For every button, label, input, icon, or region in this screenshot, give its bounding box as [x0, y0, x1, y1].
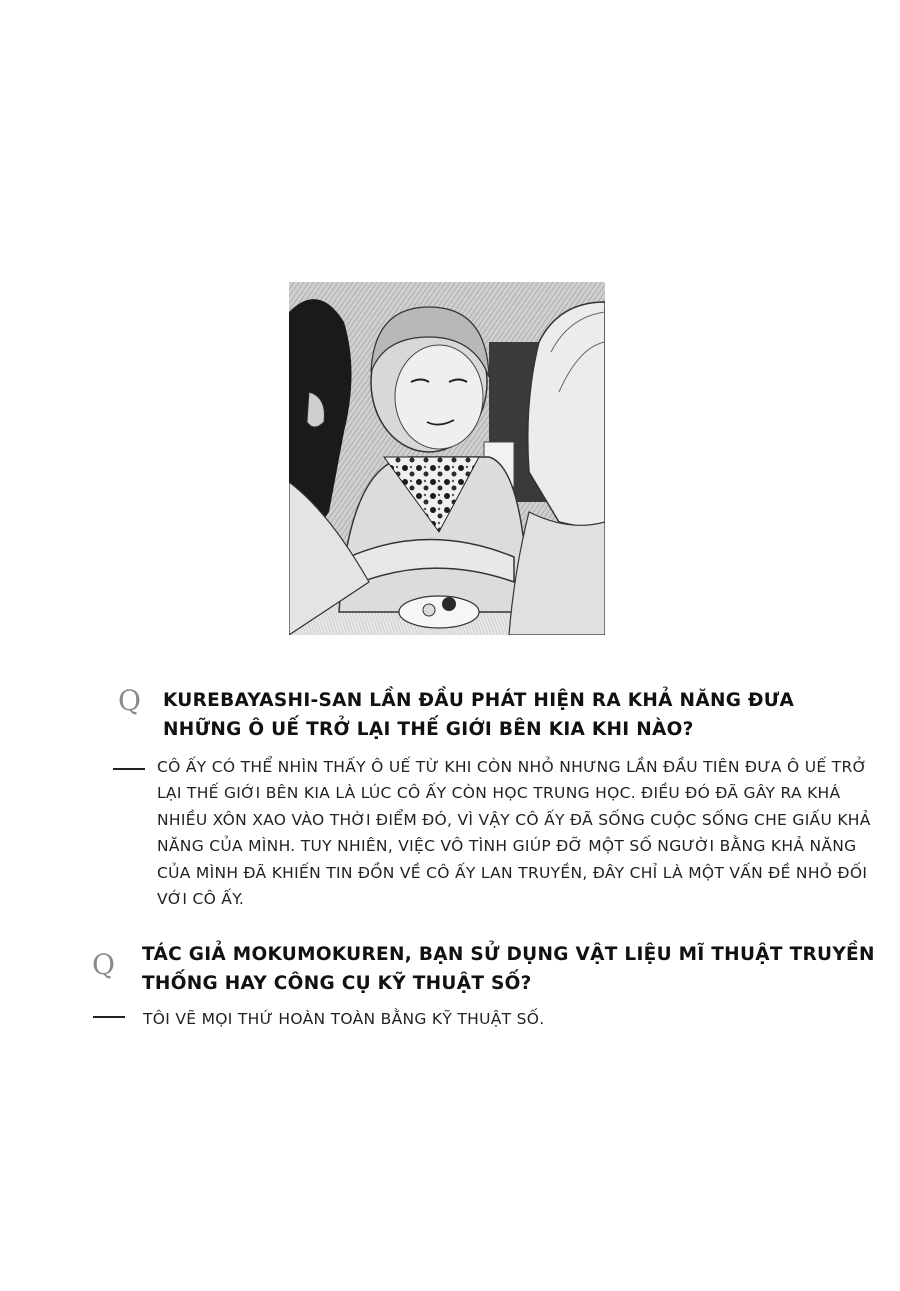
answer-text: CÔ ẤY CÓ THỂ NHÌN THẤY Ô UẾ TỪ KHI CÒN NHỎ NHƯNG LẦN ĐẦU TIÊN ĐƯA Ô UẾ TRỞ LẠI THẾ GIỚI BÊN KIA LÀ LÚC CÔ ẤY CÒN HỌC TRUNG HỌC. ĐIỀU ĐÓ ĐÃ GÂY RA KHÁ NHIỀU XÔN XAO VÀO THỜI ĐIỂM ĐÓ, VÌ VẬY CÔ ẤY ĐÃ SỐNG CUỘC SỐNG CHE GIẤU KHẢ NĂNG CỦA MÌNH. TUY NHIÊN, VIỆC VÔ TÌNH GIÚP ĐỠ MỘT SỐ NGƯỜI BẰNG KHẢ NĂNG CỦA MÌNH ĐÃ KHIẾN TIN ĐỒN VỀ CÔ ẤY LAN TRUYỀN, ĐÂY CHỈ LÀ MỘT VẤN ĐỀ NHỎ ĐỐI VỚI CÔ ẤY.: [157, 758, 871, 909]
answer-text: TÔI VẼ MỌI THỨ HOÀN TOÀN BẰNG KỸ THUẬT SỐ.: [143, 1010, 545, 1028]
manga-illustration: [289, 282, 605, 635]
answer-dash: [113, 768, 145, 770]
question-text: TÁC GIẢ MOKUMOKUREN, BẠN SỬ DỤNG VẬT LIỆU MĨ THUẬT TRUYỀN THỐNG HAY CÔNG CỤ KỸ THUẬT SỐ?: [142, 944, 875, 994]
question-marker: Q: [92, 948, 115, 981]
answer-dash: [93, 1016, 125, 1018]
manga-panel-illustration-icon: [289, 282, 605, 635]
question-text: KUREBAYASHI-SAN LẦN ĐẦU PHÁT HIỆN RA KHẢ NĂNG ĐƯA NHỮNG Ô UẾ TRỞ LẠI THẾ GIỚI BÊN KIA KHI NÀO?: [163, 690, 795, 740]
question-marker: Q: [118, 684, 141, 717]
